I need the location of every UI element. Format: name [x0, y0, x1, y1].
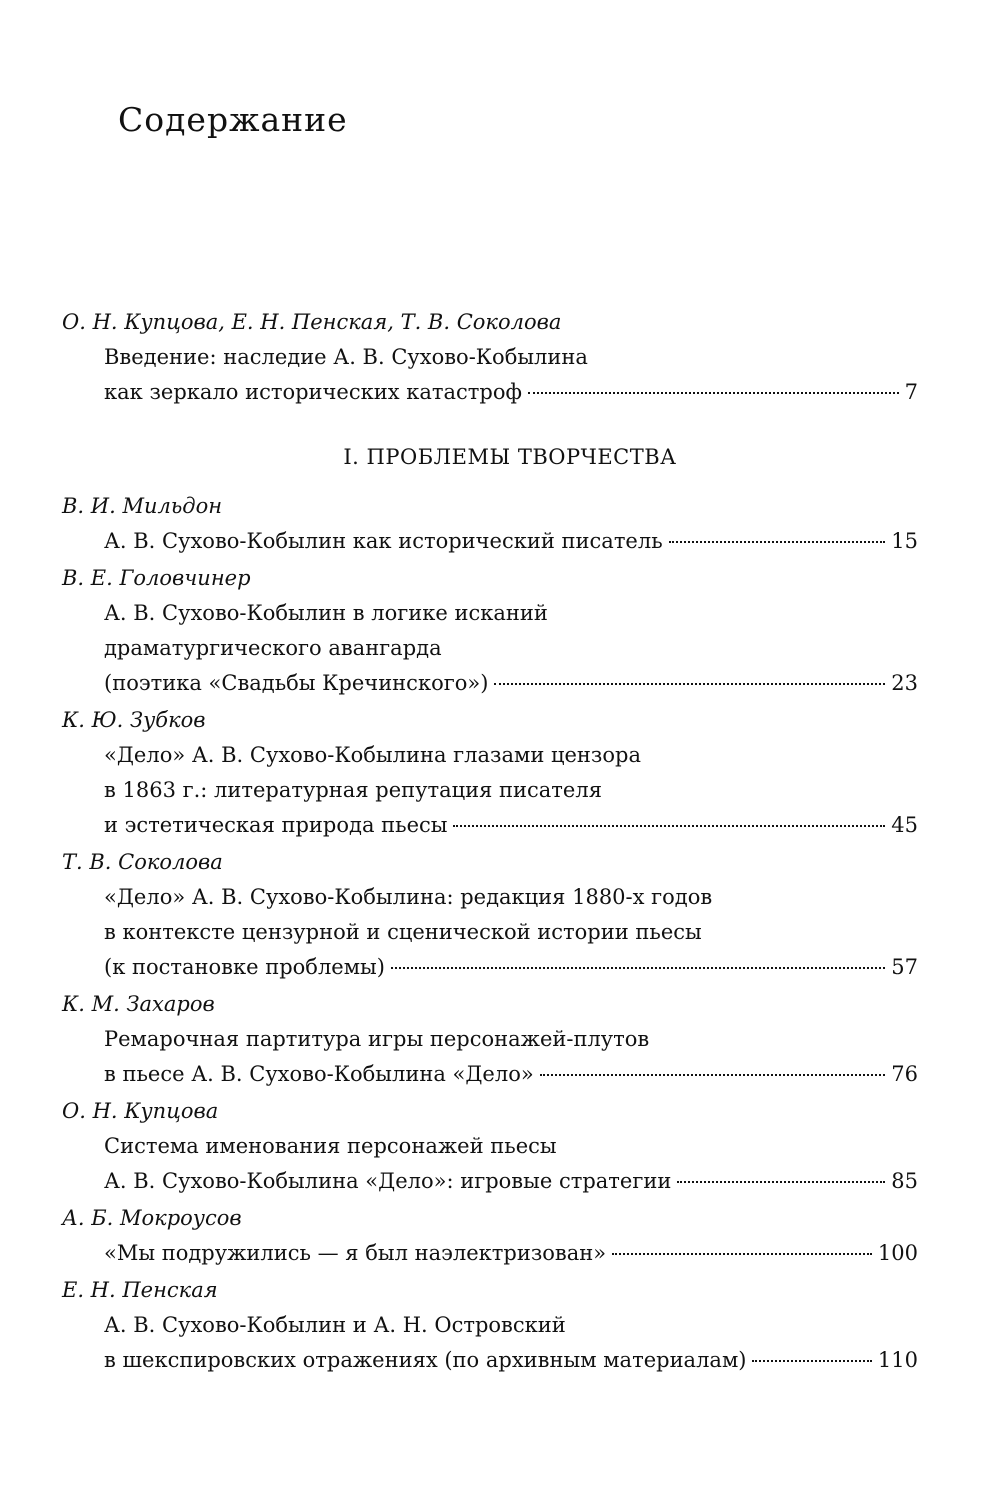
page-number: 7	[904, 380, 918, 404]
entry-title-line: «Дело» А. В. Сухово-Кобылина: редакция 1880-х годов	[104, 885, 713, 909]
entry-title-last-line	[62, 375, 918, 410]
page-number: 110	[877, 1348, 918, 1372]
dot-leader	[391, 967, 885, 969]
entry-author: К. М. Захаров	[62, 992, 215, 1016]
entry-author: О. Н. Купцова	[62, 1099, 219, 1123]
entry-title-last-line	[62, 524, 918, 559]
entry-title-text: А. В. Сухово-Кобылина «Дело»: игровые стратегии	[104, 1169, 672, 1193]
page-number: 76	[891, 1062, 918, 1086]
dot-leader	[528, 392, 899, 394]
entry-title-line: «Дело» А. В. Сухово-Кобылина глазами цензора	[104, 743, 641, 767]
toc-entry[interactable]	[62, 561, 918, 701]
page-number: 100	[877, 1241, 918, 1265]
entry-title-line: Система именования персонажей пьесы	[104, 1134, 557, 1158]
toc-entry[interactable]	[62, 1094, 918, 1199]
page-number: 15	[891, 529, 918, 553]
entry-title-text: и эстетическая природа пьесы	[104, 813, 448, 837]
toc-entry[interactable]	[62, 1273, 918, 1378]
entry-title-last-line	[62, 666, 918, 701]
entry-title-line: в контексте цензурной и сценической истории пьесы	[104, 920, 702, 944]
entry-author: О. Н. Купцова, Е. Н. Пенская, Т. В. Соколова	[62, 310, 562, 334]
entry-title-last-line	[62, 1057, 918, 1092]
entry-title-last-line	[62, 1164, 918, 1199]
dot-leader	[612, 1253, 872, 1255]
dot-leader	[540, 1074, 886, 1076]
entry-author: К. Ю. Зубков	[62, 708, 206, 732]
dot-leader	[453, 825, 885, 827]
table-of-contents	[62, 305, 918, 1378]
entry-title-last-line	[62, 1343, 918, 1378]
toc-entry[interactable]	[62, 703, 918, 843]
entry-title-last-line	[62, 1236, 918, 1271]
toc-entry[interactable]	[62, 1201, 918, 1271]
toc-entry[interactable]	[62, 987, 918, 1092]
entry-title-text: (поэтика «Свадьбы Кречинского»)	[104, 671, 489, 695]
entry-title-line: А. В. Сухово-Кобылин и А. Н. Островский	[104, 1313, 566, 1337]
toc-entry[interactable]	[62, 845, 918, 985]
dot-leader	[677, 1181, 885, 1183]
entry-author: В. Е. Головчинер	[62, 566, 251, 590]
entry-title-line: драматургического авангарда	[104, 636, 442, 660]
entry-author: Т. В. Соколова	[62, 850, 223, 874]
entry-title-text: А. В. Сухово-Кобылин как исторический писатель	[104, 529, 663, 553]
section-heading: I. ПРОБЛЕМЫ ТВОРЧЕСТВА	[343, 445, 677, 469]
toc-entry[interactable]	[62, 489, 918, 559]
page-number: 57	[891, 955, 918, 979]
entry-title-text: как зеркало исторических катастроф	[104, 380, 522, 404]
entry-title-text: «Мы подружились — я был наэлектризован»	[104, 1241, 607, 1265]
entry-title-line: А. В. Сухово-Кобылин в логике исканий	[104, 601, 548, 625]
entry-title-last-line	[62, 808, 918, 843]
page-title: Содержание	[118, 100, 348, 139]
entry-title-line: в 1863 г.: литературная репутация писателя	[104, 778, 602, 802]
entry-title-text: в шекспировских отражениях (по архивным материалам)	[104, 1348, 747, 1372]
section-entries	[62, 489, 918, 1378]
dot-leader	[669, 541, 886, 543]
entry-title-line: Введение: наследие А. В. Сухово-Кобылина	[104, 345, 588, 369]
entry-title-text: (к постановке проблемы)	[104, 955, 385, 979]
entry-title-line: Ремарочная партитура игры персонажей-плутов	[104, 1027, 650, 1051]
dot-leader	[494, 683, 885, 685]
entry-title-text: в пьесе А. В. Сухово-Кобылина «Дело»	[104, 1062, 534, 1086]
toc-entry-intro[interactable]	[62, 305, 918, 410]
entry-title-last-line	[62, 950, 918, 985]
entry-author: Е. Н. Пенская	[62, 1278, 218, 1302]
entry-author: А. Б. Мокроусов	[62, 1206, 242, 1230]
page-number: 45	[891, 813, 918, 837]
page-number: 85	[891, 1169, 918, 1193]
page-number: 23	[891, 671, 918, 695]
entry-author: В. И. Мильдон	[62, 494, 223, 518]
dot-leader	[752, 1360, 871, 1362]
